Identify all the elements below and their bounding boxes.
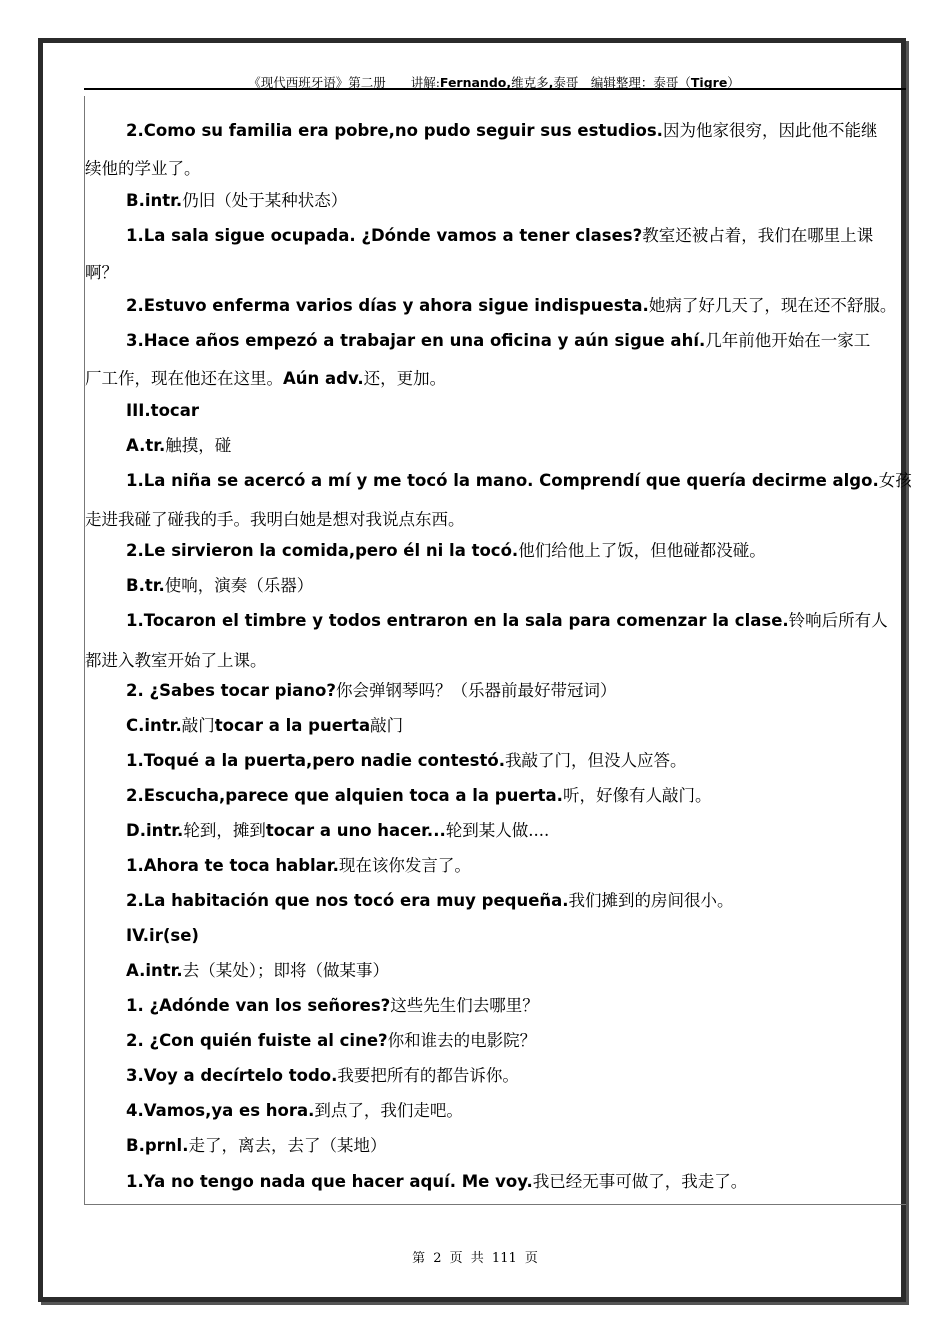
text-line: [126, 576, 313, 596]
spanish-text: 2. ¿Con quién fuiste al cine?: [126, 1031, 388, 1050]
chinese-text: 续他的学业了。: [85, 159, 201, 178]
spanish-text: 1.Ahora te toca hablar.: [126, 856, 339, 875]
spanish-text: 1. ¿Adónde van los señores?: [126, 996, 391, 1015]
running-header: 《现代西班牙语》第二册 讲解:Fernando,维克多,泰哥 编辑整理：泰哥（Tigre）: [248, 75, 740, 90]
chinese-text: 到点了，我们走吧。: [314, 1101, 463, 1120]
text-line: [126, 1101, 463, 1121]
text-line: [126, 541, 766, 561]
chinese-text: 铃响后所有人: [788, 611, 888, 630]
chinese-text: 这些先生们去哪里？: [390, 996, 539, 1015]
chinese-text: 女孩: [878, 471, 912, 490]
text-line: [85, 369, 446, 389]
spanish-text: 2.La habitación que nos tocó era muy pequeña.: [126, 891, 569, 910]
chinese-text: 几年前他开始在一家工: [705, 331, 871, 350]
chinese-text: 还，更加。: [363, 369, 447, 388]
spanish-text: 2. ¿Sabes tocar piano?: [126, 681, 336, 700]
chinese-text: 啊？: [85, 263, 118, 282]
text-line: [85, 651, 267, 671]
text-line: [85, 263, 118, 283]
chinese-text: 她病了好几天了，现在还不舒服。: [648, 296, 897, 315]
page-body: [84, 96, 912, 1205]
text-line: [126, 436, 231, 456]
spanish-text: A.intr.: [126, 961, 183, 980]
text-line: [126, 611, 888, 631]
text-line: [126, 891, 734, 911]
spanish-text: Aún adv.: [283, 369, 364, 388]
spanish-text: C.intr.: [126, 716, 182, 735]
text-line: [126, 1136, 386, 1156]
text-line: [126, 856, 471, 876]
chinese-text: 听，好像有人敲门。: [562, 786, 712, 805]
page-number: 第 2 页 共 111 页: [412, 1251, 538, 1266]
text-line: [85, 510, 465, 530]
spanish-text: 1.La niña se acercó a mí y me tocó la mano. Comprendí que quería decirme algo.: [126, 471, 879, 490]
spanish-text: 2.Estuvo enferma varios días y ahora sigue indispuesta.: [126, 296, 649, 315]
spanish-text: A.tr.: [126, 436, 166, 455]
chinese-text: 使响，演奏（乐器）: [164, 576, 314, 595]
chinese-text: 你和谁去的电影院？: [387, 1031, 537, 1050]
text-line: [126, 996, 539, 1016]
header-rule: [84, 88, 906, 90]
text-line: [126, 191, 347, 211]
text-line: [126, 786, 711, 806]
chinese-text: 轮到某人做....: [445, 821, 550, 840]
chinese-text: 敲门: [181, 716, 215, 735]
chinese-text: 教室还被占着，我们在哪里上课: [642, 226, 874, 245]
spanish-text: tocar a uno hacer...: [265, 821, 446, 840]
spanish-text: 3.Voy a decírtelo todo.: [126, 1066, 338, 1085]
chinese-text: 去（某处）；即将（做某事）: [182, 961, 389, 980]
chinese-text: 我敲了门，但没人应答。: [504, 751, 687, 770]
spanish-text: D.intr.: [126, 821, 184, 840]
text-line: [126, 1031, 536, 1051]
text-line: [126, 471, 912, 491]
chinese-text: 现在该你发言了。: [338, 856, 471, 875]
chinese-text: 我已经无事可做了，我走了。: [532, 1172, 748, 1191]
chinese-text: 厂工作，现在他还在这里。: [85, 369, 283, 388]
spanish-text: 2.Como su familia era pobre,no pudo seguir sus estudios.: [126, 121, 663, 140]
spanish-text: tocar a la puerta: [214, 716, 371, 735]
chinese-text: 因为他家很穷，因此他不能继: [662, 121, 878, 140]
text-line: [126, 296, 896, 316]
chinese-text: 都进入教室开始了上课。: [85, 651, 267, 670]
spanish-text: 3.Hace años empezó a trabajar en una oficina y aún sigue ahí.: [126, 331, 706, 350]
text-line: [126, 821, 549, 841]
chinese-text: 他们给他上了饭，但他碰都没碰。: [518, 541, 766, 560]
spanish-text: B.tr.: [126, 576, 165, 595]
text-line: [126, 751, 686, 771]
spanish-text: 2.Escucha,parece que alquien toca a la puerta.: [126, 786, 563, 805]
text-line: [126, 331, 870, 351]
spanish-text: 1.La sala sigue ocupada. ¿Dónde vamos a tener clases?: [126, 226, 643, 245]
spanish-text: 1.Tocaron el timbre y todos entraron en la sala para comenzar la clase.: [126, 611, 789, 630]
text-line: [126, 961, 389, 981]
spanish-text: 1.Ya no tengo nada que hacer aquí. Me voy.: [126, 1172, 533, 1191]
text-line: [126, 716, 403, 736]
text-line: [126, 1172, 747, 1192]
text-line: [85, 159, 201, 179]
text-line: [126, 121, 877, 141]
chinese-text: 走进我碰了碰我的手。我明白她是想对我说点东西。: [85, 510, 465, 529]
chinese-text: 你会弹钢琴吗？（乐器前最好带冠词）: [335, 681, 617, 700]
spanish-text: IV.ir(se): [126, 926, 199, 945]
chinese-text: 触摸，碰: [165, 436, 232, 455]
spanish-text: B.prnl.: [126, 1136, 189, 1155]
chinese-text: 我们摊到的房间很小。: [568, 891, 734, 910]
text-line: [126, 681, 616, 701]
spanish-text: 2.Le sirvieron la comida,pero él ni la tocó.: [126, 541, 519, 560]
chinese-text: 敲门: [370, 716, 404, 735]
spanish-text: 4.Vamos,ya es hora.: [126, 1101, 315, 1120]
text-line: [126, 401, 199, 421]
text-line: [126, 226, 873, 246]
spanish-text: III.tocar: [126, 401, 199, 420]
chinese-text: 我要把所有的都告诉你。: [337, 1066, 519, 1085]
chinese-text: 轮到，摊到: [183, 821, 266, 840]
spanish-text: B.intr.: [126, 191, 183, 210]
chinese-text: 走了，离去，去了（某地）: [188, 1136, 387, 1155]
text-line: [126, 1066, 519, 1086]
text-line: [126, 926, 199, 946]
chinese-text: 仍旧（处于某种状态）: [182, 191, 348, 210]
spanish-text: 1.Toqué a la puerta,pero nadie contestó.: [126, 751, 505, 770]
